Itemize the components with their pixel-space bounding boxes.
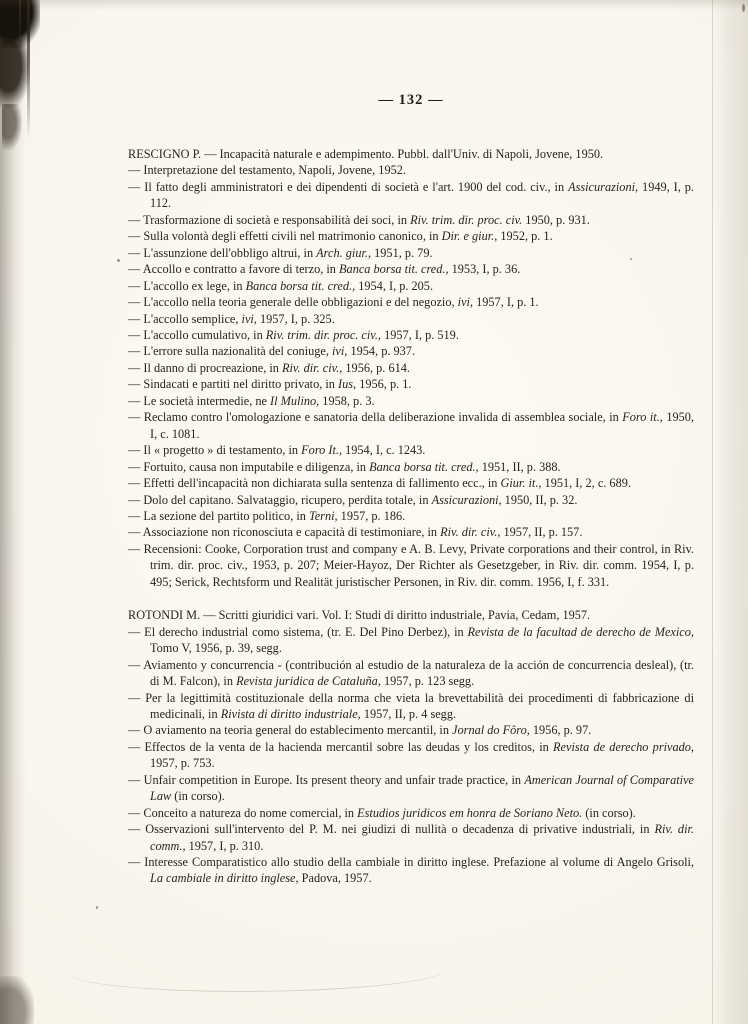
bibliography-section: [128, 607, 694, 887]
scan-speck: [96, 906, 98, 909]
bibliography-entry: — L'accollo ex lege, in Banca borsa tit. cred., 1954, I, p. 205.: [128, 278, 434, 293]
bibliography-entry: — Sulla volontà degli effetti civili nel matrimonio canonico, in Dir. e giur., 1952, p. 1.: [128, 229, 553, 244]
bibliography-entry: — L'assunzione dell'obbligo altrui, in Arch. giur., 1951, p. 79.: [128, 245, 433, 260]
bibliography-entry: — Effetti dell'incapacità non dichiarata sulla sentenza di fallimento ecc., in Giur. it., 1951, I, 2, c. 689.: [128, 476, 631, 491]
bibliography-entry: — Unfair competition in Europe. Its present theory and unfair trade practice, in American Journal of Comparative Law (in corso).: [128, 772, 694, 804]
scan-speck: [117, 259, 120, 262]
bibliography-entry: — Conceito a natureza do nome comercial, in Estudios juridicos em honra de Soriano Neto. (in corso).: [128, 805, 636, 820]
bibliography-entry: — O aviamento na teoria general do establecimento mercantil, in Jornal do Fôro, 1956, p. 97.: [128, 723, 592, 738]
bibliography-entry: ROTONDI M. — Scritti giuridici vari. Vol. I: Studi di diritto industriale, Pavia, Cedam, 1957.: [128, 608, 591, 623]
bibliography-entry: — Interesse Comparatistico allo studio della cambiale in diritto inglese. Prefazione al volume di Angelo Grisoli, La cambiale in diritto inglese, Padova, 1957.: [128, 855, 694, 886]
bibliography-entry: — El derecho industrial como sistema, (tr. E. Del Pino Derbez), in Revista de la facultad de derecho de Mexico, Tomo V, 1956, p. 39, segg.: [128, 624, 694, 656]
bibliography-entry: — Osservazioni sull'intervento del P. M. nei giudizi di nullità o decadenza di privative industriali, in Riv. dir. comm., 1957, I, p. 310.: [128, 822, 694, 853]
ink-smudge: [2, 104, 22, 150]
bibliography-entry: — L'accollo nella teoria generale delle obbligazioni e del negozio, ivi, 1957, I, p. 1.: [128, 295, 539, 310]
scan-speck: [742, 4, 745, 12]
bibliography-entry: — Il danno di procreazione, in Riv. dir. civ., 1956, p. 614.: [128, 360, 410, 375]
bibliography-entry: — L'accollo semplice, ivi, 1957, I, p. 325.: [128, 311, 335, 326]
page-curl-shadow: [66, 945, 447, 996]
bibliography-entry: — L'accollo cumulativo, in Riv. trim. dir. proc. civ., 1957, I, p. 519.: [128, 327, 459, 342]
bibliography-entry: — Effectos de la venta de la hacienda mercantil sobre las deudas y los creditos, in Revista de derecho privado, 1957, p. 753.: [128, 739, 695, 771]
bibliography-entry: RESCIGNO P. — Incapacità naturale e adempimento. Pubbl. dall'Univ. di Napoli, Jovene, 1950.: [128, 147, 604, 161]
bibliography-entry: — Trasformazione di società e responsabilità dei soci, in Riv. trim. dir. proc. civ. 1950, p. 931.: [128, 212, 590, 227]
bibliography-entry: — Accollo e contratto a favore di terzo, in Banca borsa tit. cred., 1953, I, p. 36.: [128, 262, 521, 277]
page-edge-shadow: [0, 0, 748, 10]
bibliography-entry: — Per la legittimità costituzionale della norma che vieta la brevettabilità dei procedimenti di fabbricazione di medicinali, in Rivista di diritto industriale, 1957, II, p. 4 segg.: [128, 690, 694, 721]
bibliography-entry: — Il fatto degli amministratori e dei dipendenti di società e l'art. 1900 del cod. civ., in Assicurazioni, 1949, I, p. 112.: [128, 179, 694, 211]
bibliography-entry: — Aviamento y concurrencia - (contribución al estudio de la naturaleza de la acción de concurrencia desleal), (tr. di M. Falcon), in Revista juridica de Cataluña, 1957, p. 123 segg.: [128, 657, 694, 689]
page-number: — 132 —: [378, 92, 444, 108]
bibliography-entry: — La sezione del partito politico, in Terni, 1957, p. 186.: [128, 508, 406, 523]
spine-crease: [27, 0, 30, 140]
bibliography-entry: — Interpretazione del testamento, Napoli, Jovene, 1952.: [128, 163, 406, 178]
ink-smudge: [0, 976, 34, 1024]
bibliography-entry: — Il « progetto » di testamento, in Foro It., 1954, I, c. 1243.: [128, 443, 426, 458]
bibliography: [128, 146, 694, 887]
bibliography-entry: — Dolo del capitano. Salvataggio, ricupero, perdita totale, in Assicurazioni, 1950, II, p. 32.: [128, 492, 578, 507]
bibliography-entry: — Associazione non riconosciuta e capacità di testimoniare, in Riv. dir. civ., 1957, II, p. 157.: [128, 525, 583, 540]
page-edge-shadow: [713, 0, 748, 1024]
bibliography-section: [128, 146, 694, 590]
bibliography-entry: — Sindacati e partiti nel diritto privato, in Ius, 1956, p. 1.: [128, 377, 412, 392]
bibliography-entry: — Recensioni: Cooke, Corporation trust and company e A. B. Levy, Private corporations and their control, in Riv. trim. dir. proc. civ., 1953, p. 207; Meier-Hayoz, Der Richter als Gesetzgeber, in Riv. dir. comm. 1954, I, p. 495; Serick, Rechtsform und Realität juristischer Personen, in Riv. dir. comm. 1956, I, f. 331.: [128, 541, 694, 589]
bibliography-entry: — L'errore sulla nazionalità del coniuge, ivi, 1954, p. 937.: [128, 344, 416, 359]
bibliography-entry: — Reclamo contro l'omologazione e sanatoria della deliberazione invalida di assemblea sociale, in Foro it., 1950, I, c. 1081.: [128, 410, 694, 441]
ink-smudge: [0, 38, 30, 108]
bibliography-entry: — Fortuito, causa non imputabile e diligenza, in Banca borsa tit. cred., 1951, II, p. 388.: [128, 459, 561, 474]
binding-shadow: [0, 0, 26, 1024]
bibliography-entry: — Le società intermedie, ne Il Mulino, 1958, p. 3.: [128, 393, 375, 408]
